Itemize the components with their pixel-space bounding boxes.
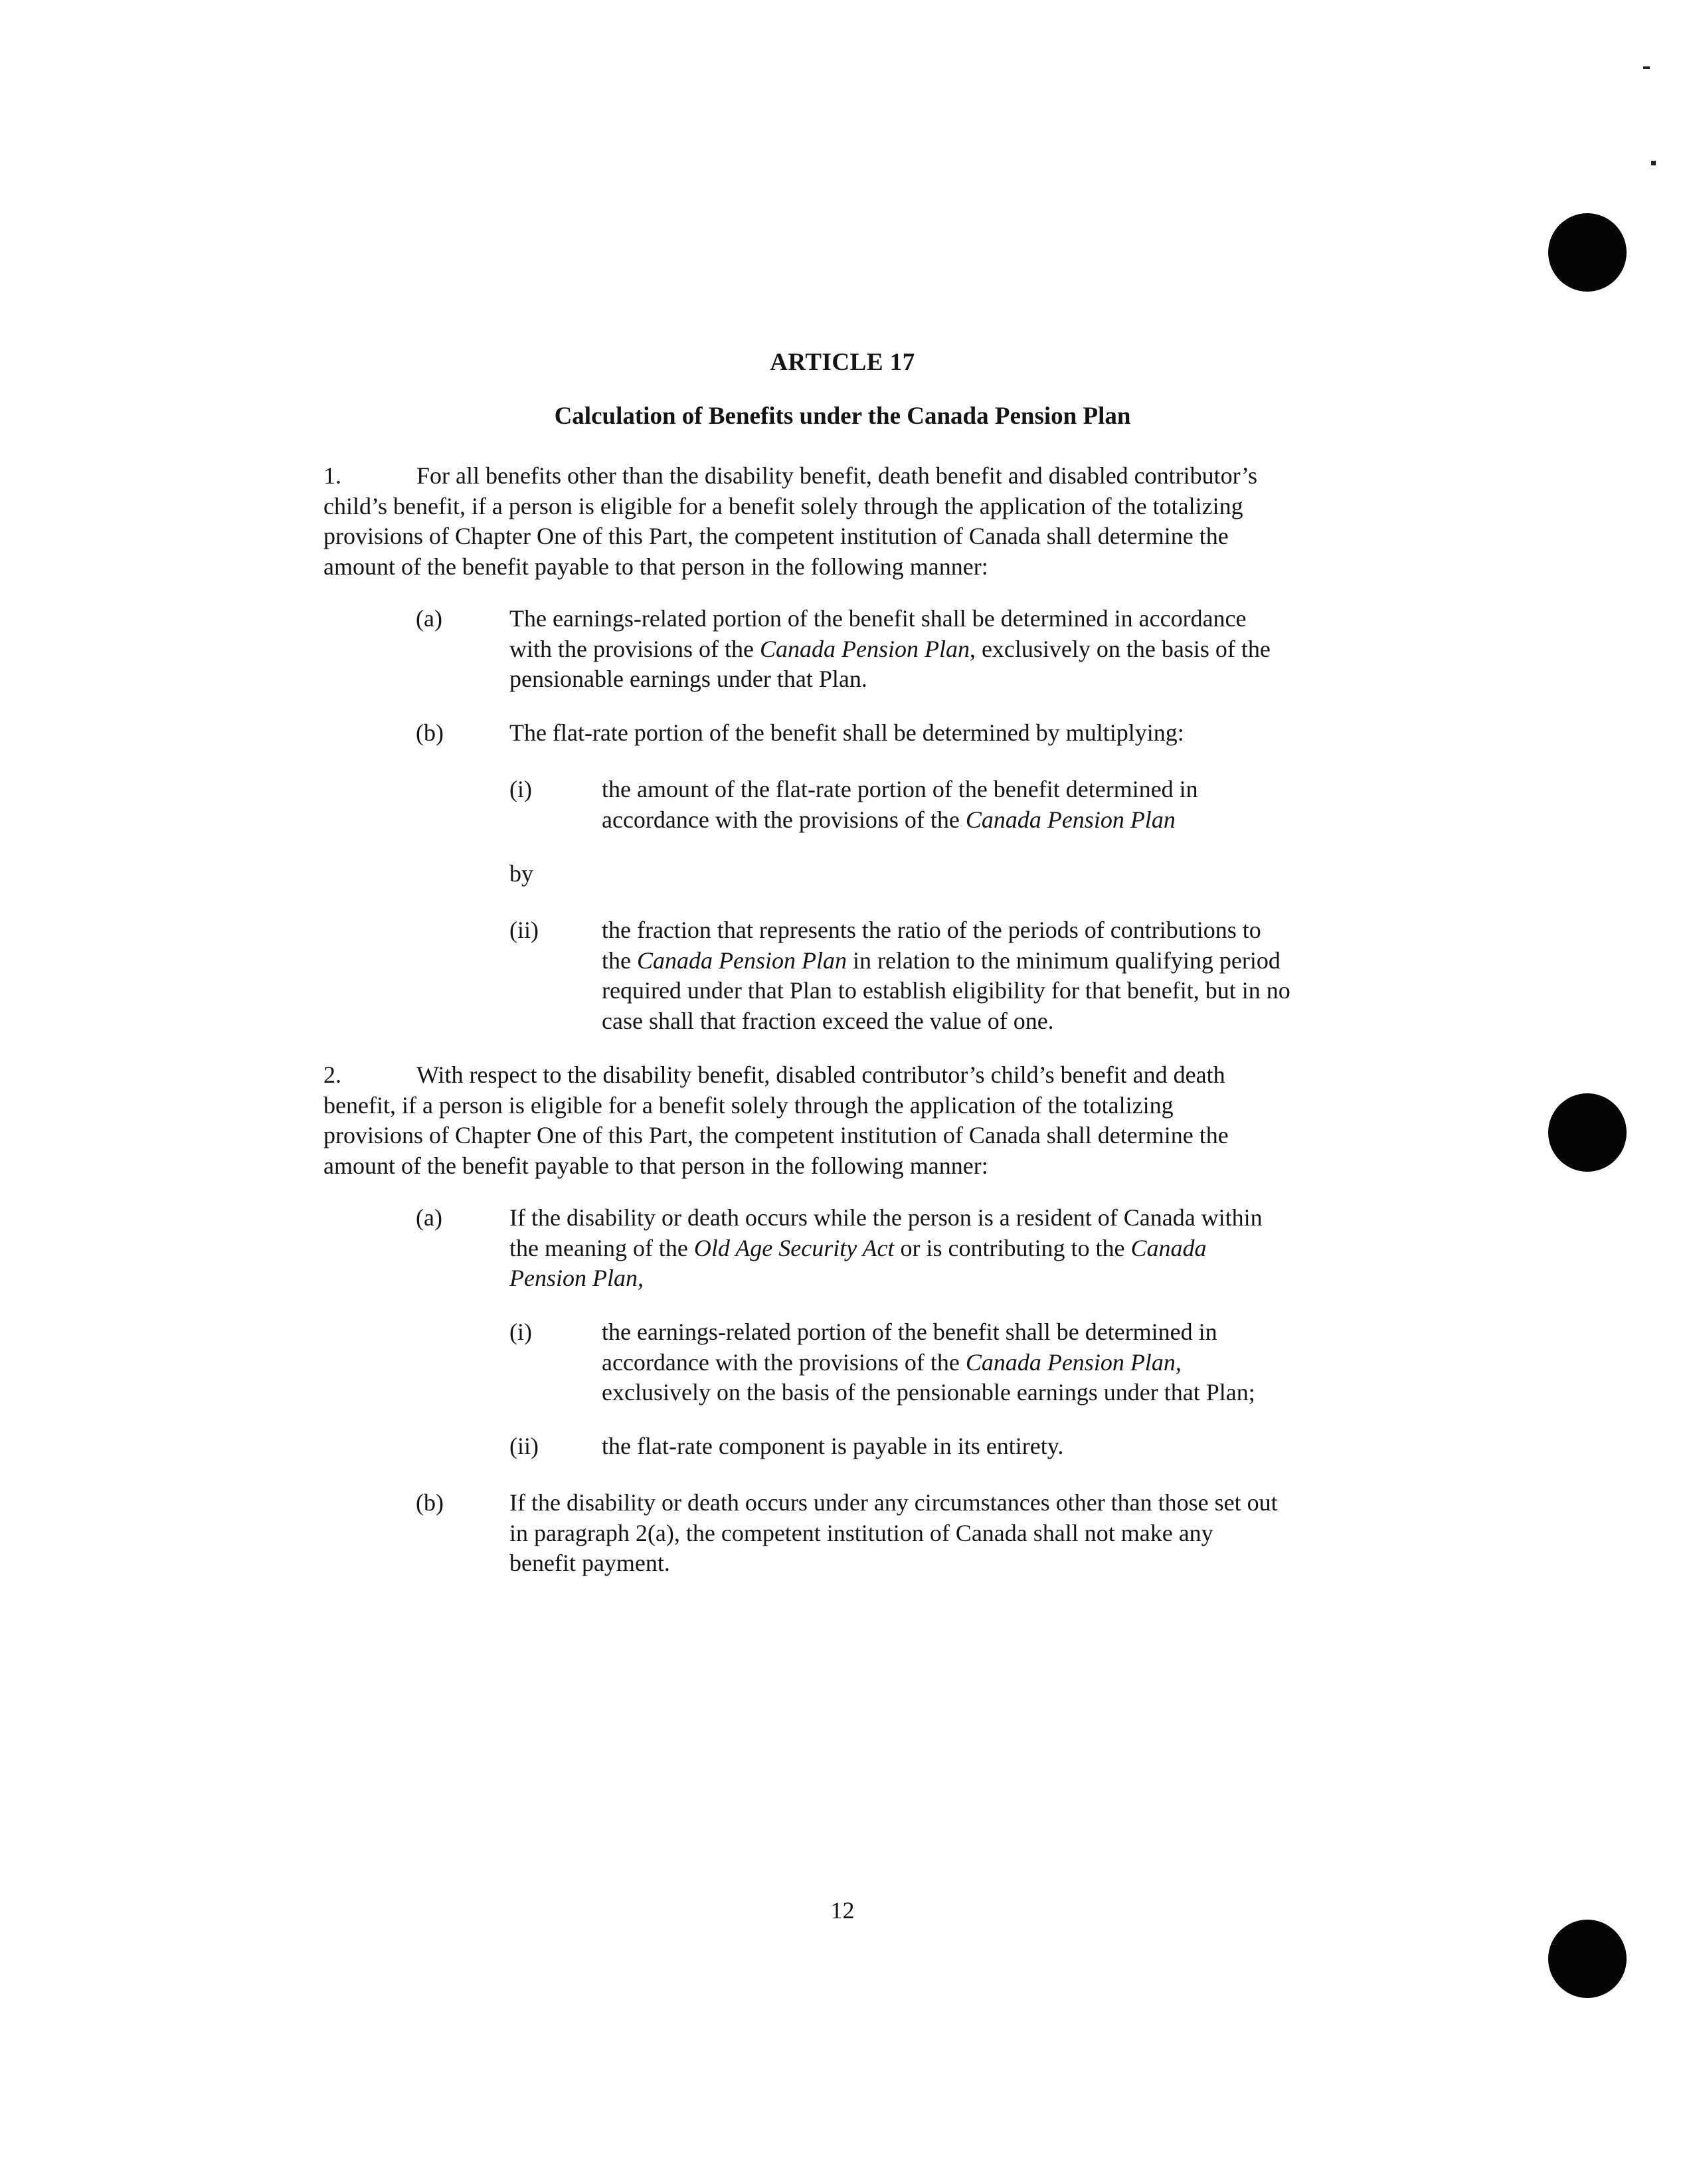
subclause-line: accordance with the provisions of the Canada Pension Plan, [602, 1348, 1182, 1376]
subclause-line: the fraction that represents the ratio of the periods of contributions to [602, 917, 1261, 943]
subclause-line: the flat-rate component is payable in its entirety. [602, 1433, 1064, 1459]
paragraph-line: amount of the benefit payable to that person in the following manner: [323, 1152, 988, 1179]
subclause-label: (i) [509, 776, 532, 802]
paragraph-line: benefit, if a person is eligible for a benefit solely through the application of the totalizing [323, 1091, 1174, 1119]
paragraph-line: child’s benefit, if a person is eligible for a benefit solely through the application of the totalizing [323, 492, 1243, 519]
clause-line: If the disability or death occurs under any circumstances other than those set out [509, 1489, 1278, 1516]
clause-label: (b) [416, 1489, 444, 1516]
subclause-line: the Canada Pension Plan in relation to the minimum qualifying period [602, 947, 1281, 974]
subclause-line: accordance with the provisions of the Canada Pension Plan [602, 806, 1176, 833]
subclause-label: (ii) [509, 917, 539, 943]
paragraph-number: 2. [323, 1061, 341, 1088]
paragraph-number: 1. [323, 462, 341, 489]
clause-line: benefit payment. [509, 1550, 670, 1576]
clause-line: with the provisions of the Canada Pension Plan, exclusively on the basis of the [509, 635, 1271, 662]
scan-speck [1651, 161, 1656, 165]
binder-hole-middle [1548, 1093, 1627, 1172]
clause-line: pensionable earnings under that Plan. [509, 666, 867, 692]
clause-line: the meaning of the Old Age Security Act or is contributing to the Canada [509, 1234, 1207, 1261]
subclause-line: required under that Plan to establish eligibility for that benefit, but in no [602, 977, 1290, 1004]
paragraph-2 [323, 1060, 1229, 1181]
paragraph-1 [323, 461, 1257, 582]
subclause-label: (i) [509, 1319, 532, 1345]
article-subheading: Calculation of Benefits under the Canada Pension Plan [554, 403, 1131, 430]
subclause-line: the amount of the flat-rate portion of the benefit determined in [602, 776, 1198, 802]
paragraph-line: For all benefits other than the disability benefit, death benefit and disabled contributor’s [416, 462, 1257, 489]
subclause-line: exclusively on the basis of the pensionable earnings under that Plan; [602, 1379, 1255, 1406]
clause-line: The earnings-related portion of the benefit shall be determined in accordance [509, 605, 1247, 632]
clause-line: If the disability or death occurs while the person is a resident of Canada within [509, 1204, 1263, 1231]
connector-by: by [509, 860, 533, 887]
clause-line: The flat-rate portion of the benefit shall be determined by multiplying: [509, 719, 1184, 746]
clause-label: (a) [416, 605, 442, 632]
clause-line: in paragraph 2(a), the competent institution of Canada shall not make any [509, 1519, 1213, 1546]
subclause-label: (ii) [509, 1433, 539, 1459]
binder-hole-top [1548, 213, 1627, 292]
clause-label: (a) [416, 1204, 442, 1231]
article-heading: ARTICLE 17 [770, 349, 915, 376]
subclause-line: the earnings-related portion of the benefit shall be determined in [602, 1319, 1217, 1345]
paragraph-line: provisions of Chapter One of this Part, the competent institution of Canada shall determine the [323, 1122, 1229, 1148]
page-number: 12 [830, 1897, 855, 1924]
subclause-line: case shall that fraction exceed the value of one. [602, 1007, 1054, 1034]
paragraph-line: With respect to the disability benefit, disabled contributor’s child’s benefit and death [416, 1061, 1225, 1088]
clause-label: (b) [416, 719, 444, 746]
paragraph-line: provisions of Chapter One of this Part, the competent institution of Canada shall determine the [323, 523, 1229, 549]
paragraph-line: amount of the benefit payable to that person in the following manner: [323, 553, 988, 580]
binder-hole-bottom [1548, 1920, 1627, 1998]
clause-line: Pension Plan, [509, 1265, 644, 1291]
scan-speck [1643, 66, 1650, 69]
